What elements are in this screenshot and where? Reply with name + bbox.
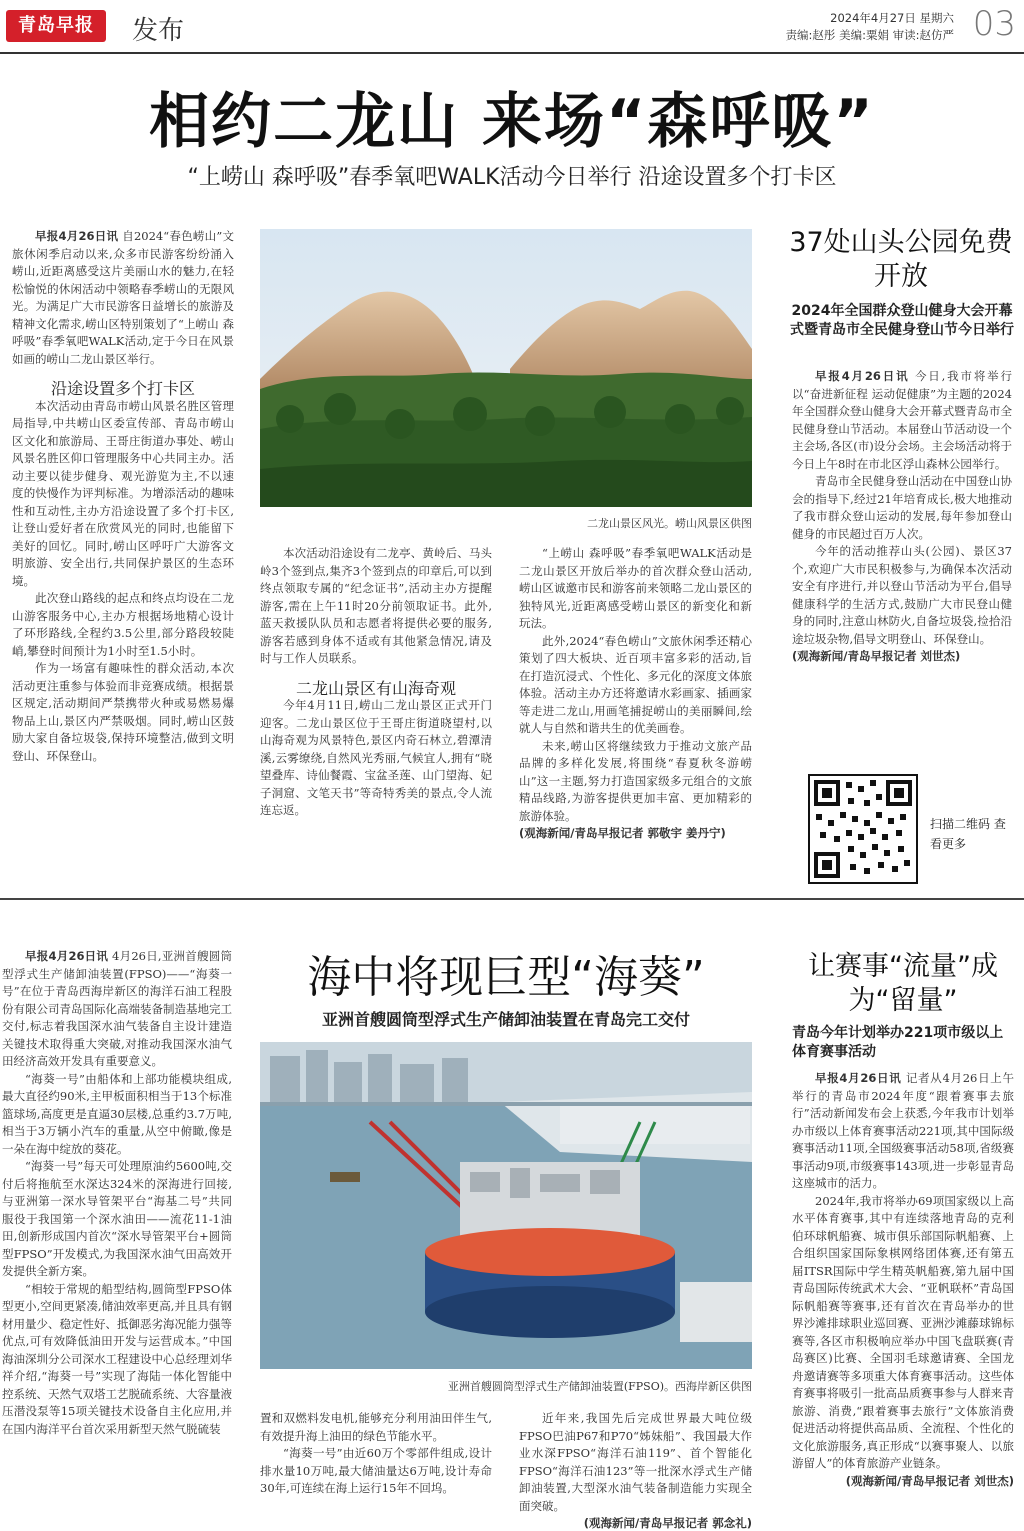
story3-column-1 bbox=[2, 948, 232, 1438]
photo-caption: 二龙山景区风光。崂山风景区供图 bbox=[587, 517, 752, 530]
headline-mountain-parks: 37处山头公园免费开放 bbox=[789, 227, 1013, 292]
byline: (观海新闻/青岛早报记者 郭念礼) bbox=[583, 1516, 752, 1530]
paragraph: “海葵一号”每天可处理原油约5600吨,交付后将拖航至水深达324米的深海进行回接,与亚洲第一深水导管架平台“海基二号”共同服役于我国第一个深水油田——流花11-1油田,创新形成国内首次“深水导管架平台+圆筒型FPSO”开发模式,为我国深水油气田高效开发提供全新方案。 bbox=[2, 1159, 232, 1278]
paragraph: “上崂山 森呼吸”春季氧吧WALK活动是二龙山景区开放后举办的首次群众登山活动,崂山区诚邀市民和游客前来领略二龙山景区的独特风光,近距离感受崂山景区的新变化和新玩法。 bbox=[519, 546, 752, 630]
paragraph: 此次登山路线的起点和终点均设在二龙山游客服务中心,主办方根据场地精心设计了环形路线,全程约3.5公里,部分路段较陡峭,攀登时间预计为1小时至1.5小时。 bbox=[12, 591, 234, 658]
paragraph: 今日,我市将举行以“奋进新征程 运动促健康”为主题的2024年全国群众登山健身大会开幕式暨青岛市全民健身登山节活动。本届登山节活动设一个主会场,各区(市)设分会场。主会场活动将于今日上午8时在市北区浮山森林公园举行。 bbox=[792, 369, 1013, 471]
headline-sports-events: 让赛事“流量”成为“留量” bbox=[808, 951, 998, 1016]
story3-column-3 bbox=[519, 1410, 752, 1531]
story3-column-2 bbox=[260, 1410, 492, 1498]
paragraph: “海葵一号”由近60万个零部件组成,设计排水量10万吨,最大储油量达6万吨,设计寿命30年,可连续在海上运行15年不回坞。 bbox=[260, 1446, 492, 1495]
top-rule bbox=[0, 52, 1024, 54]
staff-credits: 责编:赵彤 美编:粟娟 审读:赵仿严 bbox=[785, 28, 954, 42]
paragraph: “相较于常规的船型结构,圆筒型FPSO体型更小,空间更紧凑,储油效率更高,并且具有钢材用量少、稳定性好、抵御恶劣海况能力强等优点,可有效降低油田开发与运营成本。”中国海油深圳分公司深水工程建设中心总经理刘华祥介绍,“海葵一号”实现了海陆一体化智能中控系统、天然气双塔工艺脱硫系统、大容量液压潜没泵等15项关键技术设备自主化应用,并在国内海洋平台首次采用新型天然气脱硫装 bbox=[2, 1281, 232, 1436]
masthead bbox=[0, 0, 1024, 52]
paragraph: 4月26日,亚洲首艘圆筒型浮式生产储卸油装置(FPSO)——“海葵一号”在位于青岛西海岸新区的海洋石油工程股份有限公司青岛国际化高端装备制造基地完工交付,标志着我国深水油气装备自主设计建造关键技术取得重大突破,对推动我国深水油气田经济高效开发具有重要意义。 bbox=[2, 949, 232, 1068]
paragraph: 近年来,我国先后完成世界最大吨位级FPSO巴油P67和P70“姊妹船”、我国最大作业水深FPSO“海洋石油119”、首个智能化FPSO“海洋石油123”等一批深水浮式生产储卸油装置,大型深水油气装备制造能力实现全面突破。 bbox=[519, 1411, 752, 1513]
fpso-vessel-image bbox=[260, 1042, 752, 1369]
subheadline-haikui: 亚洲首艘圆筒型浮式生产储卸油装置在青岛完工交付 bbox=[321, 1010, 690, 1029]
subheadline-erlongshan: “上崂山 森呼吸”春季氧吧WALK活动今日举行 沿途设置多个打卡区 bbox=[187, 165, 837, 190]
paragraph: “海葵一号”由船体和上部功能模块组成,最大直径约90米,主甲板面积相当于13个标准篮球场,高度更是直逼30层楼,总重约3.7万吨,相当于3万辆小汽车的重量,从空中俯瞰,像是一朵在海中绽放的葵花。 bbox=[2, 1071, 232, 1156]
paragraph: 本次活动沿途设有二龙亭、黄岭后、马头岭3个签到点,集齐3个签到点的印章后,可以到终点领取专属的“纪念证书”,活动主办方提醒游客,需在上午11时20分前领取证书。此外,蓝天救援队队员和志愿者将提供必要的服务,游客若感到身体不适或有其他紧急情况,请及时与工作人员联系。 bbox=[260, 546, 492, 665]
paragraph: 此外,2024“春色崂山”文旅休闲季还精心策划了四大板块、近百项丰富多彩的活动,旨在打造沉浸式、个性化、多元化的深度文体旅体验。活动主办方还将邀请水彩画家、插画家等走进二龙山,用画笔捕捉崂山的美丽瞬间,绘就人与自然和谐共生的优美画卷。 bbox=[519, 633, 752, 735]
paragraph: 置和双燃料发电机,能够充分利用油田伴生气,有效提升海上油田的绿色节能水平。 bbox=[260, 1411, 492, 1443]
section-divider bbox=[0, 898, 1024, 900]
byline: (观海新闻/青岛早报记者 刘世杰) bbox=[845, 1473, 1014, 1488]
byline: (观海新闻/青岛早报记者 郭敬宇 姜丹宁) bbox=[519, 826, 726, 840]
subheadline-mountain-parks: 2024年全国群众登山健身大会开幕式暨青岛市全民健身登山节今日举行 bbox=[790, 303, 1014, 338]
paragraph: 记者从4月26日上午举行的青岛市2024年度“跟着赛事去旅行”活动新闻发布会上获悉,今年我市计划举办市级以上体育赛事活动221项,其中国际级赛事活动11项,全国级赛事活动58项,省级赛事活动9项,市级赛事143项,进一步彰显青岛这座城市的活力。 bbox=[792, 1071, 1014, 1190]
masthead-info bbox=[786, 10, 954, 44]
paragraph: 未来,崂山区将继续致力于推动文旅产品品牌的多样化发展,将围绕“春夏秋冬游崂山”这一主题,努力打造国家级多元组合的文旅精品线路,为游客提供更加丰富、更加精彩的旅游体验。 bbox=[519, 738, 752, 823]
paragraph: 今年的活动推荐山头(公园)、景区37个,欢迎广大市民积极参与,为确保本次活动安全有序进行,并以登山节活动为平台,倡导健康科学的生活方式,鼓励广大市民登山健身的同时,注意山林防火,自备垃圾袋,捡拾沿途垃圾杂物,倡导文明登山、环保登山。 bbox=[792, 544, 1012, 646]
qr-label: 扫描二维码 查看更多 bbox=[930, 817, 1006, 851]
issue-date: 2024年4月27日 星期六 bbox=[830, 11, 954, 25]
story2-body bbox=[792, 368, 1012, 666]
section-name: 发布 bbox=[132, 16, 185, 46]
paragraph: 今年4月11日,崂山二龙山景区正式开门迎客。二龙山景区位于王哥庄街道晓望村,以山海奇观为风景特色,景区内奇石林立,碧潭清溪,云雾缭绕,自然风光秀丽,气候宜人,拥有“晓望叠库、诗仙餐霞、宝盆圣莲、山门望海、妃子洞窟、文笔天书”等奇特秀美的景点,令人流连忘返。 bbox=[260, 698, 492, 817]
story1-column-1 bbox=[12, 228, 234, 765]
story4-body bbox=[792, 1070, 1014, 1490]
dateline: 早报4月26日讯 bbox=[35, 229, 119, 243]
dateline: 早报4月26日讯 bbox=[815, 1071, 902, 1085]
subheadline-sports-events: 青岛今年计划举办221项市级以上体育赛事活动 bbox=[792, 1025, 1004, 1060]
qr-code-icon[interactable] bbox=[808, 774, 918, 884]
headline-haikui: 海中将现巨型“海葵” bbox=[307, 952, 705, 1003]
subhead: 沿途设置多个打卡区 bbox=[50, 379, 195, 398]
byline: (观海新闻/青岛早报记者 刘世杰) bbox=[792, 649, 961, 663]
mountain-landscape-image bbox=[260, 229, 752, 507]
paragraph: 本次活动由青岛市崂山风景名胜区管理局指导,中共崂山区委宣传部、青岛市崂山区文化和旅游局、王哥庄街道办事处、崂山风景名胜区仰口管理服务中心共同主办。活动主要以徒步健身、观光游览为主,不以速度的快慢作为评判标准。为增添活动的趣味性和互动性,主办方沿途设置了多个打卡区,让登山爱好者在欣赏风光的同时,也能留下美好的回忆。同时,崂山区呼吁广大游客文明旅游、安全出行,共同保护景区的生态环境。 bbox=[12, 398, 234, 588]
paragraph: 作为一场富有趣味性的群众活动,本次活动更注重参与体验而非竞赛成绩。根据景区规定,活动期间严禁携带火种或易燃易爆物品上山,景区内严禁吸烟。同时,崂山区鼓励大家自备垃圾袋,保持环境整洁,做到文明登山、环保登山。 bbox=[12, 661, 234, 763]
paragraph: 青岛市全民健身登山活动在中国登山协会的指导下,经过21年培育成长,极大地推动了我市群众登山运动的发展,每年参加登山健身的市民超过百万人次。 bbox=[792, 474, 1012, 541]
photo-caption: 亚洲首艘圆筒型浮式生产储卸油装置(FPSO)。西海岸新区供图 bbox=[447, 1380, 752, 1393]
newspaper-logo: 青岛早报 bbox=[6, 10, 106, 42]
dateline: 早报4月26日讯 bbox=[25, 949, 109, 963]
page-number: 03 bbox=[972, 4, 1016, 44]
subhead: 二龙山景区有山海奇观 bbox=[295, 678, 456, 698]
qr-pattern bbox=[810, 776, 916, 882]
haikui-photo bbox=[260, 1042, 752, 1369]
paragraph: 自2024“春色崂山”文旅休闲季启动以来,众多市民游客纷纷涌入崂山,近距离感受这片美丽山水的魅力,在轻松愉悦的休闲活动中领略春季崂山的无限风光。为满足广大市民游客日益增长的旅游及精神文化需求,崂山区特别策划了“上崂山 森呼吸”春季氧吧WALK活动,定于今日在风景如画的崂山二龙山景区举行。 bbox=[12, 229, 234, 366]
story1-column-3 bbox=[519, 545, 752, 843]
paragraph: 2024年,我市将举办69项国家级以上高水平体育赛事,其中有连续落地青岛的克利伯环球帆船赛、城市俱乐部国际帆船赛、上合组织国家国际象棋网络团体赛,还有第五届ITSR国际中学生精英帆船赛,第九届中国青岛国际传统武术大会、“亚帆联杯”青岛国际帆船赛等赛事,还有首次在青岛举办的世界沙滩排球职业巡回赛、亚洲沙滩藤球锦标赛等,各区市积极响应举办中国飞盘联赛(青岛赛区)比赛、全国羽毛球邀请赛、全国龙舟邀请赛等多项重大体育赛事活动。这些体育赛事将吸引一批高品质赛事参与人群来青旅游、消费,“跟着赛事去旅行”文体旅消费促进活动将提供高品质、全流程、个性化的文化旅游服务,真正形成“以赛事聚人、以旅游留人”的体育旅游产业链条。 bbox=[792, 1193, 1014, 1470]
story1-column-2 bbox=[260, 545, 492, 820]
headline-erlongshan: 相约二龙山 来场“森呼吸” bbox=[149, 87, 875, 157]
erlongshan-photo bbox=[260, 229, 752, 507]
dateline: 早报4月26日讯 bbox=[815, 369, 910, 383]
